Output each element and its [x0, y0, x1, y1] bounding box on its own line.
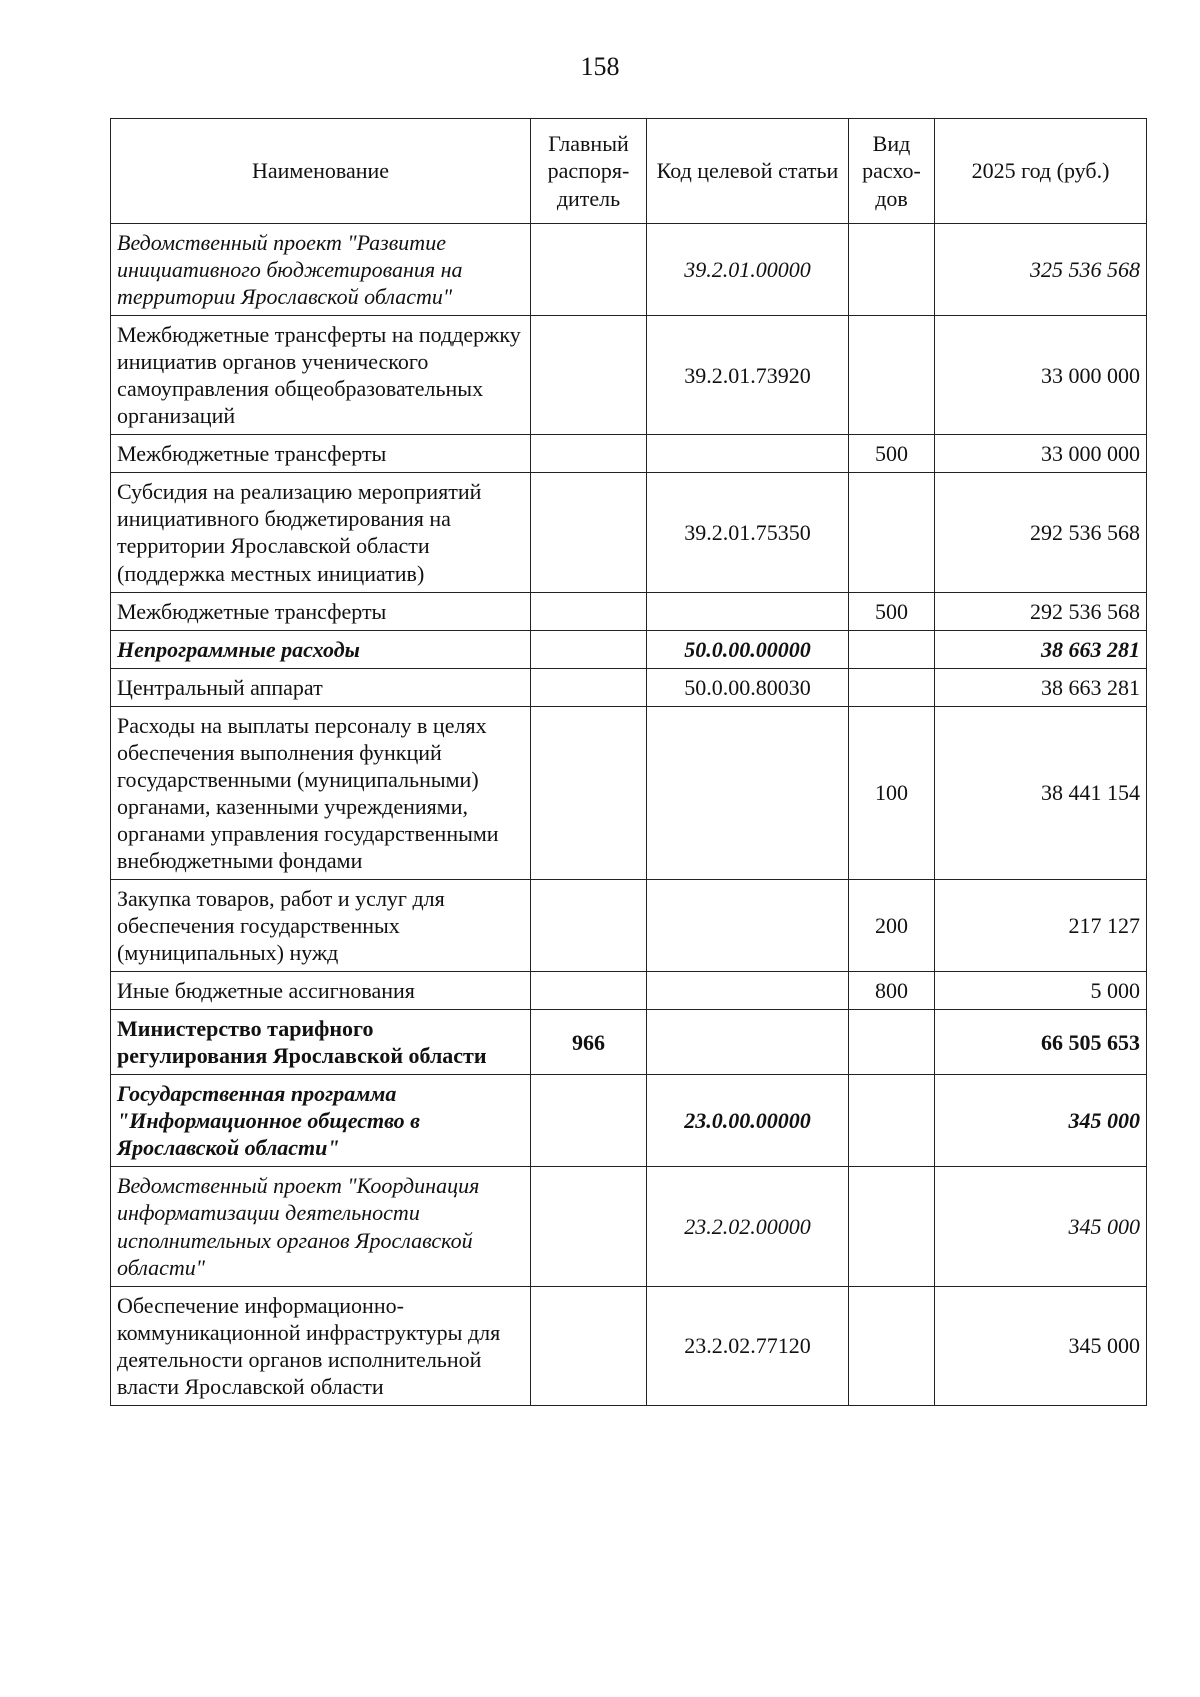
row-amount-cell: 38 663 281 [935, 630, 1147, 668]
row-amount-cell: 38 441 154 [935, 706, 1147, 879]
row-expense-type-cell [849, 316, 935, 435]
row-manager-cell [531, 224, 647, 316]
row-expense-type-cell [849, 1075, 935, 1167]
row-target-code-cell: 23.2.02.77120 [647, 1286, 849, 1405]
row-manager-cell [531, 1075, 647, 1167]
row-name-cell: Государственная программа "Информационное общество в Ярославской области" [111, 1075, 531, 1167]
table-row [111, 224, 1147, 316]
budget-table [110, 118, 1147, 1406]
row-manager-cell [531, 316, 647, 435]
row-manager-cell [531, 435, 647, 473]
row-name-cell: Министерство тарифного регулирования Ярославской области [111, 1010, 531, 1075]
row-amount-cell: 5 000 [935, 972, 1147, 1010]
header-name: Наименование [111, 119, 531, 224]
row-amount-cell: 292 536 568 [935, 473, 1147, 592]
header-amount: 2025 год (руб.) [935, 119, 1147, 224]
table-header-row [111, 119, 1147, 224]
table-row [111, 316, 1147, 435]
row-target-code-cell [647, 879, 849, 971]
row-target-code-cell: 39.2.01.75350 [647, 473, 849, 592]
row-expense-type-cell [849, 473, 935, 592]
row-name-cell: Межбюджетные трансферты [111, 435, 531, 473]
row-expense-type-cell [849, 630, 935, 668]
header-manager: Главный распоря-дитель [531, 119, 647, 224]
row-amount-cell: 325 536 568 [935, 224, 1147, 316]
row-name-cell: Расходы на выплаты персоналу в целях обеспечения выполнения функций государственными (муниципальными) органами, казенными учреждениями, органами управления государственными внебюджетными фондами [111, 706, 531, 879]
row-name-cell: Межбюджетные трансферты на поддержку инициатив органов ученического самоуправления общеобразовательных организаций [111, 316, 531, 435]
row-target-code-cell [647, 592, 849, 630]
row-target-code-cell [647, 435, 849, 473]
table-row [111, 473, 1147, 592]
row-amount-cell: 345 000 [935, 1075, 1147, 1167]
row-manager-cell [531, 1286, 647, 1405]
table-row [111, 668, 1147, 706]
table-row [111, 1075, 1147, 1167]
row-expense-type-cell: 100 [849, 706, 935, 879]
row-manager-cell [531, 473, 647, 592]
row-expense-type-cell: 800 [849, 972, 935, 1010]
row-manager-cell [531, 972, 647, 1010]
table-row [111, 630, 1147, 668]
row-amount-cell: 345 000 [935, 1286, 1147, 1405]
row-amount-cell: 66 505 653 [935, 1010, 1147, 1075]
row-target-code-cell: 23.0.00.00000 [647, 1075, 849, 1167]
row-name-cell: Ведомственный проект "Развитие инициативного бюджетирования на территории Ярославской области" [111, 224, 531, 316]
row-expense-type-cell: 500 [849, 592, 935, 630]
table-row [111, 1010, 1147, 1075]
row-target-code-cell: 39.2.01.00000 [647, 224, 849, 316]
row-expense-type-cell [849, 1167, 935, 1286]
table-row [111, 592, 1147, 630]
row-expense-type-cell: 200 [849, 879, 935, 971]
row-name-cell: Иные бюджетные ассигнования [111, 972, 531, 1010]
row-target-code-cell: 23.2.02.00000 [647, 1167, 849, 1286]
row-target-code-cell [647, 706, 849, 879]
row-name-cell: Центральный аппарат [111, 668, 531, 706]
table-body [111, 224, 1147, 1406]
row-target-code-cell: 50.0.00.00000 [647, 630, 849, 668]
table-row [111, 972, 1147, 1010]
header-expense-type: Вид расхо-дов [849, 119, 935, 224]
row-manager-cell [531, 706, 647, 879]
row-amount-cell: 345 000 [935, 1167, 1147, 1286]
row-amount-cell: 292 536 568 [935, 592, 1147, 630]
row-amount-cell: 38 663 281 [935, 668, 1147, 706]
table-row [111, 1167, 1147, 1286]
table-row [111, 435, 1147, 473]
row-name-cell: Межбюджетные трансферты [111, 592, 531, 630]
row-amount-cell: 217 127 [935, 879, 1147, 971]
table-row [111, 879, 1147, 971]
row-manager-cell [531, 1167, 647, 1286]
row-manager-cell [531, 630, 647, 668]
row-manager-cell: 966 [531, 1010, 647, 1075]
row-name-cell: Ведомственный проект "Координация информатизации деятельности исполнительных органов Ярославской области" [111, 1167, 531, 1286]
row-expense-type-cell [849, 1010, 935, 1075]
row-manager-cell [531, 668, 647, 706]
row-amount-cell: 33 000 000 [935, 316, 1147, 435]
row-target-code-cell [647, 1010, 849, 1075]
row-name-cell: Непрограммные расходы [111, 630, 531, 668]
row-name-cell: Субсидия на реализацию мероприятий инициативного бюджетирования на территории Ярославской области (поддержка местных инициатив) [111, 473, 531, 592]
page-number: 158 [580, 52, 620, 81]
row-amount-cell: 33 000 000 [935, 435, 1147, 473]
table-row [111, 706, 1147, 879]
table-row [111, 1286, 1147, 1405]
row-expense-type-cell [849, 224, 935, 316]
row-target-code-cell [647, 972, 849, 1010]
row-manager-cell [531, 879, 647, 971]
row-manager-cell [531, 592, 647, 630]
row-target-code-cell: 39.2.01.73920 [647, 316, 849, 435]
row-expense-type-cell [849, 668, 935, 706]
row-name-cell: Закупка товаров, работ и услуг для обеспечения государственных (муниципальных) нужд [111, 879, 531, 971]
row-name-cell: Обеспечение информационно-коммуникационной инфраструктуры для деятельности органов исполнительной власти Ярославской области [111, 1286, 531, 1405]
row-expense-type-cell [849, 1286, 935, 1405]
row-expense-type-cell: 500 [849, 435, 935, 473]
header-target-code: Код целевой статьи [647, 119, 849, 224]
row-target-code-cell: 50.0.00.80030 [647, 668, 849, 706]
